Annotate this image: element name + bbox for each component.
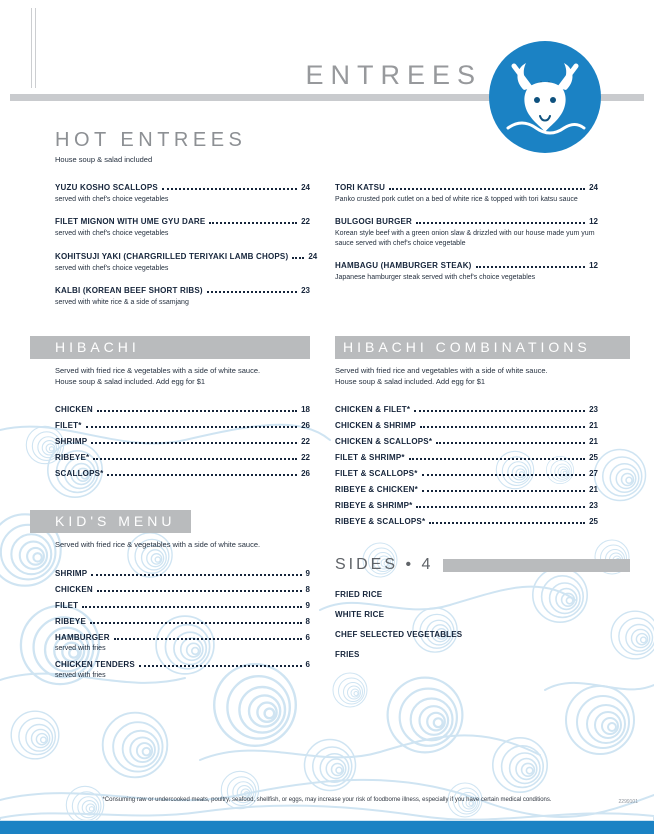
dot-leader xyxy=(422,474,586,476)
sides-header xyxy=(335,556,630,574)
menu-item-row xyxy=(55,405,310,414)
item-price: 22 xyxy=(301,437,310,446)
item-price: 21 xyxy=(589,485,598,494)
menu-item xyxy=(55,469,310,478)
section-hibachi-combinations xyxy=(335,336,630,533)
item-name: TORI KATSU xyxy=(335,183,386,192)
item-price: 12 xyxy=(589,261,598,271)
dot-leader xyxy=(209,222,297,224)
item-note: Panko crusted pork cutlet on a bed of white rice & topped with tori katsu sauce xyxy=(335,196,578,203)
item-name: SHRIMP xyxy=(55,437,88,446)
menu-item xyxy=(335,405,598,414)
kids-menu-subtitle: Served with fried rice & vegetables with a side of white sauce. xyxy=(55,540,261,549)
item-name: FILET* xyxy=(55,421,82,430)
menu-item xyxy=(55,405,310,414)
dot-leader xyxy=(292,257,304,259)
menu-item-row xyxy=(335,261,598,270)
item-name: KALBI (KOREAN BEEF SHORT RIBS) xyxy=(55,286,203,296)
hibachi-combinations-title: HIBACHI COMBINATIONS xyxy=(335,336,630,359)
item-name: RIBEYE & SHRIMP* xyxy=(335,501,413,510)
item-name: CHICKEN & SCALLOPS* xyxy=(335,437,433,446)
menu-item-row xyxy=(335,437,598,446)
item-name: HAMBURGER xyxy=(55,632,110,642)
menu-item xyxy=(55,217,310,238)
dot-leader xyxy=(90,622,302,624)
item-price: 8 xyxy=(305,616,310,626)
menu-item-row xyxy=(335,405,598,414)
item-price: 25 xyxy=(589,453,598,462)
kids-menu-title: KID'S MENU xyxy=(30,510,191,533)
section-sides xyxy=(335,556,630,670)
menu-item-row xyxy=(55,633,310,642)
menu-item xyxy=(55,251,318,273)
item-name: CHICKEN & FILET* xyxy=(335,405,411,414)
hibachi-items xyxy=(55,405,310,478)
menu-item-row xyxy=(335,485,598,494)
item-name: RIBEYE* xyxy=(55,453,90,462)
item-note: served with fries xyxy=(55,644,106,652)
side-item: FRIED RICE xyxy=(335,590,383,599)
item-price: 23 xyxy=(301,286,310,296)
item-price: 22 xyxy=(301,217,310,227)
sides-bar xyxy=(443,559,630,572)
item-name: YUZU KOSHO SCALLOPS xyxy=(55,183,158,192)
item-price: 26 xyxy=(301,469,310,478)
hot-entrees-title: HOT ENTREES xyxy=(55,129,247,151)
menu-item-row xyxy=(55,421,310,430)
dot-leader xyxy=(416,222,585,224)
dot-leader xyxy=(162,188,297,190)
item-name: SHRIMP xyxy=(55,568,88,578)
dot-leader xyxy=(476,266,586,268)
menu-item xyxy=(55,183,310,204)
menu-item-row xyxy=(335,469,598,478)
hot-entrees-subtitle: House soup & salad included xyxy=(55,155,153,164)
item-name: HAMBAGU (HAMBURGER STEAK) xyxy=(335,261,472,271)
hibachi-subtitle-line1: Served with fried rice & vegetables with a side of white sauce. xyxy=(55,366,261,375)
menu-item xyxy=(335,217,598,248)
item-price: 22 xyxy=(301,453,310,462)
menu-item xyxy=(55,286,310,307)
menu-item-row xyxy=(55,469,310,478)
menu-item-row xyxy=(55,453,310,462)
section-hibachi xyxy=(30,336,310,485)
menu-item xyxy=(335,421,598,430)
sides-items xyxy=(335,590,630,659)
menu-item-row xyxy=(335,501,598,510)
menu-item-row xyxy=(55,660,310,669)
hot-entrees-left-column xyxy=(55,183,318,321)
page-title: ENTREES xyxy=(305,60,482,90)
menu-item-row xyxy=(55,183,310,192)
footer-disclaimer: *Consuming raw or undercooked meats, poultry, seafood, shellfish, or eggs, may increase your risk of foodborne illness, especially if you have certain medical conditions. xyxy=(102,797,552,803)
menu-item xyxy=(335,437,598,446)
item-price: 24 xyxy=(301,183,310,192)
dot-leader xyxy=(97,590,302,592)
item-note: served with white rice & a side of ssamjang xyxy=(55,299,189,307)
item-note: served with chef's choice vegetables xyxy=(55,230,169,238)
dot-leader xyxy=(91,574,301,576)
dot-leader xyxy=(107,474,297,476)
menu-item xyxy=(55,601,310,610)
item-price: 18 xyxy=(301,405,310,414)
samurai-goat-icon xyxy=(488,40,602,154)
item-name: FILET & SHRIMP* xyxy=(335,453,405,462)
item-price: 21 xyxy=(589,437,598,446)
side-item: WHITE RICE xyxy=(335,610,385,619)
item-price: 6 xyxy=(305,659,310,669)
menu-item xyxy=(55,617,310,626)
item-name: RIBEYE & SCALLOPS* xyxy=(335,517,426,526)
item-price: 6 xyxy=(305,632,310,642)
bottom-blue-band xyxy=(0,821,654,834)
side-item: CHEF SELECTED VEGETABLES xyxy=(335,630,463,639)
item-name: KOHITSUJI YAKI (CHARGRILLED TERIYAKI LAMB CHOPS) xyxy=(55,251,289,261)
menu-item-row xyxy=(55,569,310,578)
menu-item-row xyxy=(335,517,598,526)
item-price: 26 xyxy=(301,421,310,430)
combos-subtitle-line2: House soup & salad included. Add egg for $1 xyxy=(335,376,486,386)
dot-leader xyxy=(114,638,302,640)
menu-item xyxy=(335,517,598,526)
dot-leader xyxy=(82,606,301,608)
dot-leader xyxy=(416,506,585,508)
menu-item xyxy=(55,633,310,653)
sides-title: SIDES • 4 xyxy=(335,556,434,573)
item-price: 23 xyxy=(589,501,598,510)
menu-item-row xyxy=(55,286,310,295)
combos-subtitle-line1: Served with fried rice and vegetables with a side of white sauce. xyxy=(335,366,548,375)
item-price: 21 xyxy=(589,421,598,430)
section-hot-entrees-header xyxy=(55,129,355,164)
dot-leader xyxy=(414,410,585,412)
item-name: FILET xyxy=(55,600,79,610)
side-item: FRIES xyxy=(335,650,360,659)
hibachi-title: HIBACHI xyxy=(30,336,310,359)
menu-item xyxy=(335,261,598,282)
document-code: 2299101 xyxy=(618,799,638,805)
kids-menu-items xyxy=(55,569,310,681)
item-name: FILET & SCALLOPS* xyxy=(335,469,418,478)
menu-item xyxy=(55,660,310,680)
item-note: Korean style beef with a green onion slaw & drizzled with our house made yum yum sauce served with chef's choice vegetable xyxy=(335,230,595,247)
item-name: CHICKEN xyxy=(55,584,93,594)
menu-item-row xyxy=(55,217,310,226)
restaurant-logo xyxy=(488,40,602,154)
item-price: 8 xyxy=(305,584,310,594)
menu-item-row xyxy=(335,183,598,192)
dot-leader xyxy=(97,410,297,412)
dot-leader xyxy=(93,458,297,460)
item-name: SCALLOPS* xyxy=(55,469,104,478)
item-note: Japanese hamburger steak served with chef's choice vegetables xyxy=(335,274,536,282)
menu-item-row xyxy=(55,617,310,626)
menu-item xyxy=(55,437,310,446)
menu-item xyxy=(55,585,310,594)
item-name: CHICKEN TENDERS xyxy=(55,659,135,669)
item-name: BULGOGI BURGER xyxy=(335,217,413,227)
menu-item-row xyxy=(55,251,318,261)
menu-item xyxy=(335,183,598,204)
item-price: 25 xyxy=(589,517,598,526)
item-price: 9 xyxy=(305,600,310,610)
dot-leader xyxy=(86,426,298,428)
menu-item-row xyxy=(335,217,598,226)
menu-item xyxy=(335,501,598,510)
dot-leader xyxy=(429,522,585,524)
item-name: CHICKEN xyxy=(55,405,93,414)
item-name: FILET MIGNON WITH UME GYU DARE xyxy=(55,217,206,227)
dot-leader xyxy=(436,442,585,444)
dot-leader xyxy=(422,490,585,492)
menu-item-row xyxy=(55,601,310,610)
dot-leader xyxy=(139,665,302,667)
item-price: 9 xyxy=(305,568,310,578)
hibachi-combinations-items xyxy=(335,405,598,526)
menu-item-row xyxy=(55,585,310,594)
item-note: served with fries xyxy=(55,671,106,679)
corner-marks xyxy=(31,8,36,88)
hibachi-subtitle-line2: House soup & salad included. Add egg for $1 xyxy=(55,376,206,386)
menu-item xyxy=(55,453,310,462)
item-note: served with chef's choice vegetables xyxy=(55,196,169,203)
item-name: RIBEYE xyxy=(55,616,86,626)
menu-item xyxy=(335,469,598,478)
dot-leader xyxy=(420,426,585,428)
menu-item xyxy=(55,421,310,430)
item-note: served with chef's choice vegetables xyxy=(55,264,169,272)
item-name: CHICKEN & SHRIMP xyxy=(335,421,416,430)
dot-leader xyxy=(409,458,585,460)
item-price: 27 xyxy=(589,469,598,478)
hot-entrees-right-column xyxy=(335,183,598,296)
item-price: 24 xyxy=(308,251,318,261)
menu-item xyxy=(335,485,598,494)
item-name: RIBEYE & CHICKEN* xyxy=(335,485,418,494)
dot-leader xyxy=(91,442,297,444)
menu-item xyxy=(335,453,598,462)
item-price: 12 xyxy=(589,217,598,227)
section-kids-menu xyxy=(30,510,310,687)
dot-leader xyxy=(389,188,585,190)
hibachi-combinations-subtitle xyxy=(335,366,630,387)
menu-item xyxy=(55,569,310,578)
menu-item-row xyxy=(335,421,598,430)
menu-item-row xyxy=(55,437,310,446)
item-price: 24 xyxy=(589,183,598,192)
hibachi-subtitle xyxy=(55,366,310,387)
item-price: 23 xyxy=(589,405,598,414)
menu-item-row xyxy=(335,453,598,462)
dot-leader xyxy=(207,291,297,293)
